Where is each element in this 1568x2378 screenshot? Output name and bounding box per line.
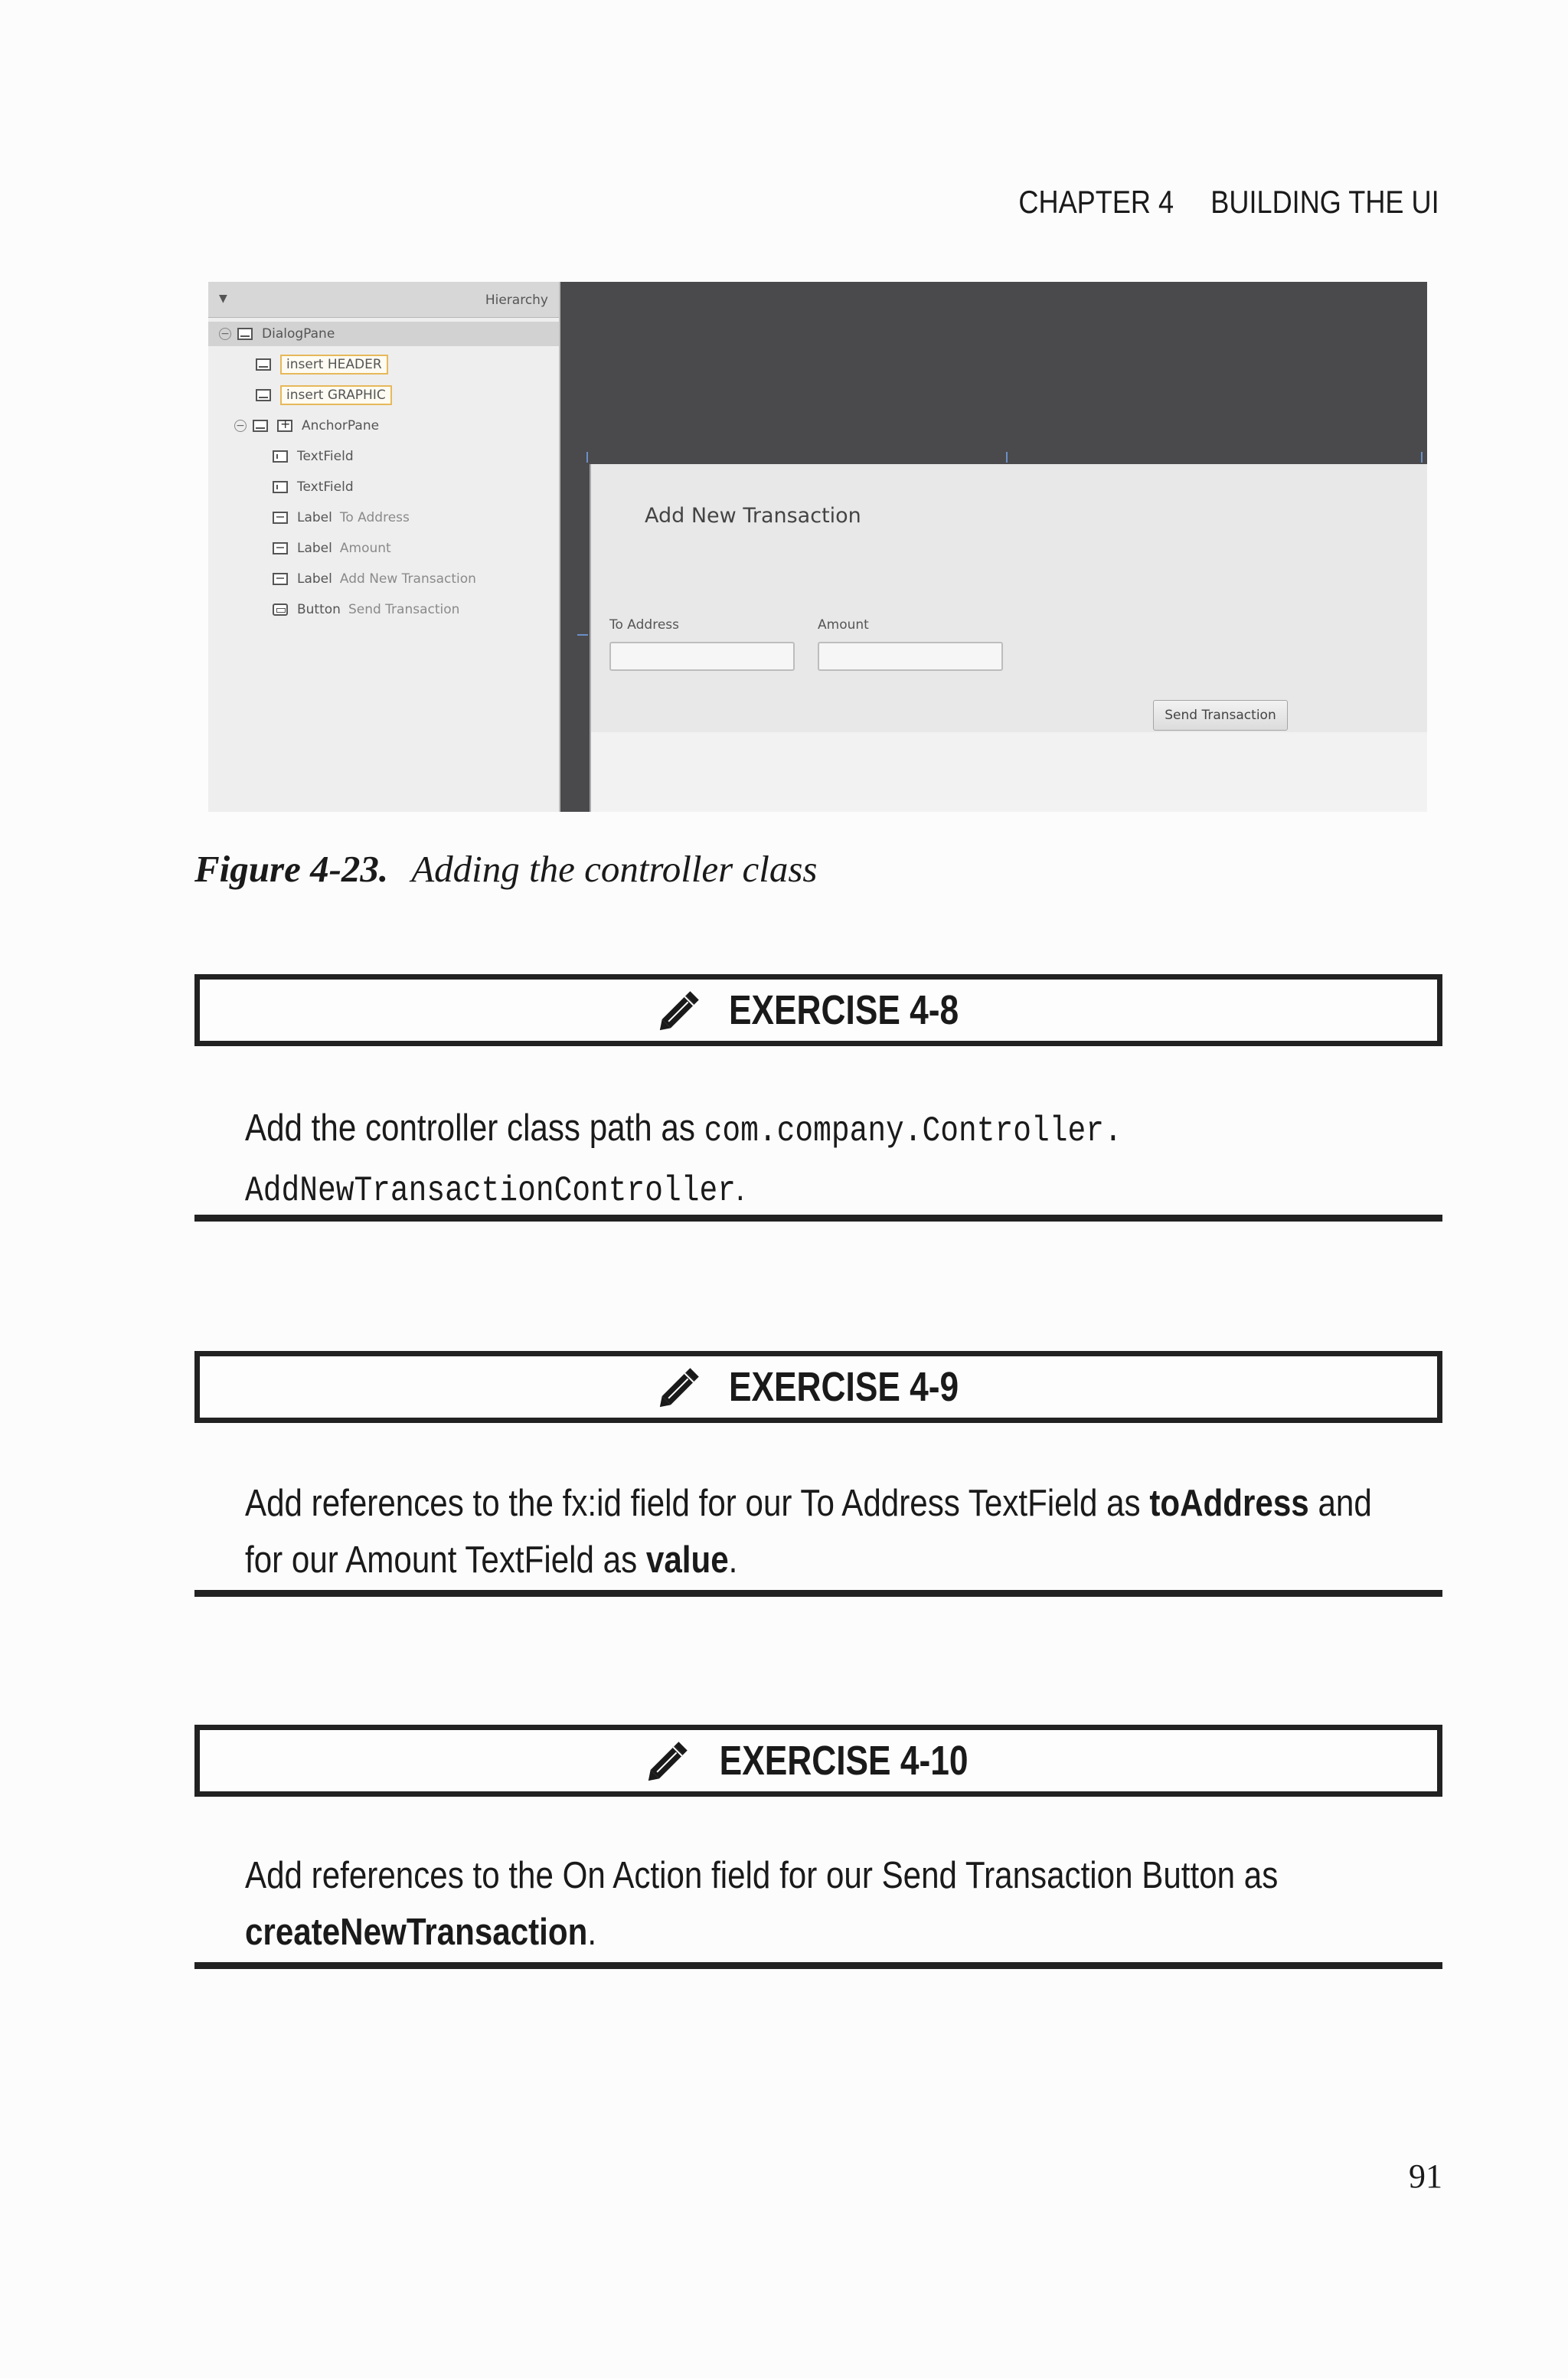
- hierarchy-header: [208, 282, 559, 318]
- exercise-4-9-header: [194, 1351, 1442, 1423]
- exercise-title: EXERCISE 4-8: [728, 987, 959, 1033]
- tree-item-label: TextField: [297, 479, 354, 495]
- selection-handle: [577, 634, 588, 636]
- pencil-icon: [642, 1735, 695, 1786]
- textfield-icon: [273, 450, 288, 463]
- tree-item-label: Label: [297, 510, 332, 525]
- exercise-text: Add references to the On Action field for our Send Transaction Button as: [245, 1855, 1279, 1896]
- collapse-triangle-icon: ▼: [219, 293, 227, 305]
- tree-item-label-amount: [273, 536, 391, 561]
- exercise-4-10-header: [194, 1725, 1442, 1797]
- exercise-4-10-rule: [194, 1962, 1442, 1969]
- bold-term-createnewtransaction: createNewTransaction: [245, 1912, 588, 1953]
- figure-caption-text: Adding the controller class: [411, 848, 818, 890]
- button-icon: [273, 603, 288, 616]
- tree-item-label: insert HEADER: [280, 355, 388, 375]
- exercise-text: for our Amount TextField as: [245, 1539, 646, 1581]
- tree-item-insert-graphic: [256, 383, 392, 407]
- exercise-4-9-text: [245, 1475, 1372, 1588]
- collapse-icon: −: [234, 420, 247, 432]
- tree-item-detail: Send Transaction: [348, 602, 460, 617]
- anchorpane-icon: [277, 420, 292, 432]
- selection-handle: [586, 452, 588, 463]
- code-path: com.company.Controller.: [704, 1111, 1122, 1151]
- dialog-title: Add New Transaction: [645, 504, 861, 528]
- exercise-4-9-rule: [194, 1590, 1442, 1597]
- tree-item-textfield: [273, 475, 354, 499]
- tree-item-textfield: [273, 444, 354, 469]
- bold-term-toaddress: toAddress: [1149, 1483, 1309, 1524]
- tree-item-label: DialogPane: [262, 326, 335, 342]
- figure-number: Figure 4-23.: [194, 848, 389, 890]
- send-transaction-button[interactable]: Send Transaction: [1153, 700, 1288, 731]
- textfield-icon: [273, 481, 288, 493]
- exercise-4-8-header: [194, 974, 1442, 1046]
- graphic-slot-icon: [256, 389, 271, 401]
- exercise-text: Add references to the fx:id field for our To Address TextField as: [245, 1483, 1150, 1524]
- hierarchy-title: Hierarchy: [485, 293, 548, 308]
- label-icon: [273, 512, 288, 524]
- design-canvas: [590, 464, 1427, 812]
- pencil-icon: [653, 985, 707, 1035]
- tree-item-label: Button: [297, 602, 341, 617]
- running-header: [1019, 184, 1439, 221]
- figure-caption: [194, 847, 818, 891]
- bold-term-value: value: [645, 1539, 729, 1581]
- page-number: 91: [1409, 2157, 1442, 2195]
- tree-item-label-to-address: [273, 505, 410, 530]
- exercise-text: .: [735, 1167, 745, 1209]
- tree-item-anchorpane: [234, 414, 379, 438]
- exercise-text: .: [728, 1539, 738, 1581]
- label-icon: [273, 573, 288, 585]
- exercise-text: .: [587, 1912, 597, 1953]
- code-class-name: AddNewTransactionController: [245, 1171, 736, 1211]
- exercise-4-8-text: [245, 1100, 1272, 1219]
- pencil-icon: [653, 1362, 707, 1412]
- hierarchy-panel: [208, 282, 560, 812]
- tree-item-label: TextField: [297, 449, 354, 464]
- exercise-text: Add the controller class path as: [245, 1107, 704, 1149]
- tree-item-label: AnchorPane: [302, 418, 380, 433]
- header-slot-icon: [256, 358, 271, 371]
- tree-item-label-add-new-transaction: [273, 567, 476, 591]
- exercise-4-10-text: [245, 1847, 1279, 1961]
- chapter-label: CHAPTER 4: [1018, 184, 1174, 220]
- tree-item-label: Label: [297, 571, 332, 587]
- tree-item-label: Label: [297, 541, 332, 556]
- tree-item-detail: Add New Transaction: [339, 571, 476, 587]
- exercise-title: EXERCISE 4-10: [719, 1738, 969, 1784]
- tree-item-dialogpane: [208, 322, 559, 346]
- exercise-4-8-rule: [194, 1215, 1442, 1222]
- content-slot-icon: [253, 420, 268, 432]
- figure-screenshot: [208, 282, 1427, 812]
- tree-item-button-send-transaction: [273, 597, 459, 622]
- tree-item-detail: Amount: [339, 541, 391, 556]
- tree-item-label: insert GRAPHIC: [280, 385, 392, 405]
- dialog-preview: [590, 464, 1427, 812]
- exercise-title: EXERCISE 4-9: [728, 1364, 959, 1410]
- selection-handle: [1421, 452, 1423, 463]
- selection-handle: [1006, 452, 1008, 463]
- chapter-title: BUILDING THE UI: [1210, 184, 1439, 220]
- label-icon: [273, 542, 288, 554]
- dialogpane-icon: [237, 328, 253, 340]
- to-address-field[interactable]: [609, 642, 795, 671]
- exercise-text: and: [1308, 1483, 1372, 1524]
- tree-item-insert-header: [256, 352, 388, 377]
- collapse-icon: −: [219, 328, 231, 340]
- amount-field[interactable]: [818, 642, 1003, 671]
- amount-label: Amount: [818, 617, 869, 633]
- tree-item-detail: To Address: [339, 510, 410, 525]
- dialog-button-bar: [591, 732, 1427, 812]
- to-address-label: To Address: [609, 617, 680, 633]
